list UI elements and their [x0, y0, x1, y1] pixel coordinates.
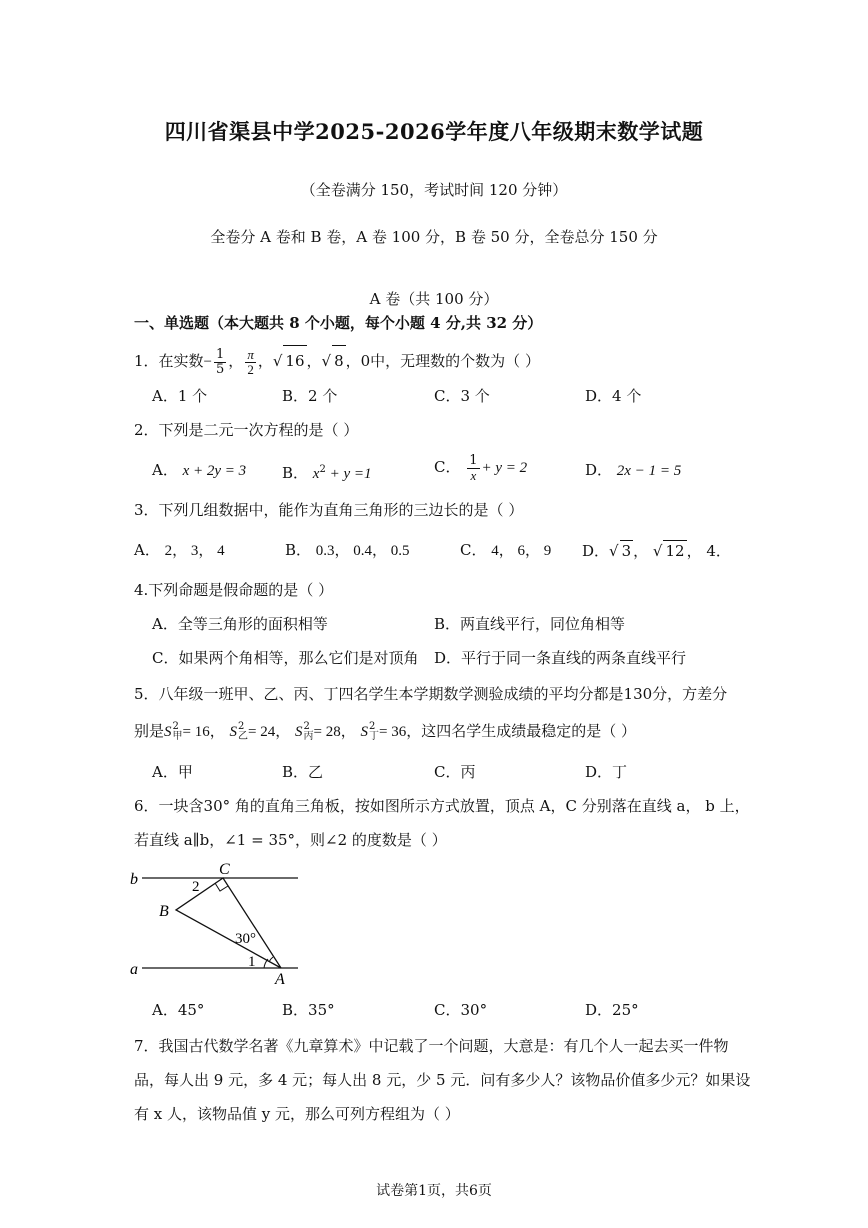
q4-option-a: A．全等三角形的面积相等	[152, 615, 328, 633]
exam-subtitle: （全卷满分 150，考试时间 120 分钟）	[300, 181, 568, 199]
q1-option-c: C．3 个	[434, 387, 490, 405]
question-6-line-2: 若直线 a∥b，∠1 = 35°，则∠2 的度数是（ ）	[134, 831, 447, 849]
label-B: B	[159, 903, 169, 920]
question-1-stem: 1．在实数− $\frac{1}{5}$ ， $\frac{\pi}{2}$ ，√ 16 ，√ 8 ，0中，无理数的个数为（ ）	[134, 346, 540, 377]
q6-option-a: A．45°	[152, 1001, 205, 1019]
q2-option-a: A． x + 2y = 3	[152, 461, 247, 479]
section-a-heading: A 卷（共 100 分）	[369, 290, 499, 308]
q4-option-b: B．两直线平行，同位角相等	[434, 615, 626, 633]
label-angle-1: 1	[248, 954, 256, 970]
label-angle-2: 2	[192, 879, 200, 895]
q6-option-d: D．25°	[585, 1001, 639, 1019]
part1-heading: 一、单选题（本大题共 8 个小题，每个小题 4 分,共 32 分）	[134, 314, 543, 332]
q1-option-b: B．2 个	[282, 387, 338, 405]
q6-option-b: B．35°	[282, 1001, 335, 1019]
label-angle-30: 30°	[235, 931, 256, 947]
q3-option-a: A． 2， 3， 4	[134, 541, 225, 559]
question-5-line-2: 别是S 2 甲 = 16， S 2 乙 = 24， S 2 丙 = 28， S 2 丁 = 36，这四名学生成绩最稳定的是（ ）	[134, 721, 637, 742]
question-7-line-2: 品，每人出 9 元，多 4 元；每人出 8 元，少 5 元．问有多少人？该物品价值多少元？如果设	[134, 1071, 751, 1089]
angle-30-arc	[269, 957, 273, 962]
q4-option-d: D．平行于同一条直线的两条直线平行	[434, 649, 687, 667]
q1-prefix: 1．在实数	[134, 352, 204, 370]
q1-option-d: D．4 个	[585, 387, 642, 405]
page-footer: 试卷第1页，共6页	[376, 1183, 492, 1199]
q1-fraction-1: $\frac{1}{5}$	[216, 346, 225, 377]
question-6-line-1: 6．一块含30° 角的直角三角板，按如图所示方式放置，顶点 A，C 分别落在直线 a， b 上，	[134, 797, 750, 815]
exam-title: 四川省渠县中学2025-2026学年度八年级期末数学试题	[164, 119, 704, 144]
question-3-stem: 3．下列几组数据中，能作为直角三角形的三边长的是（ ）	[134, 501, 524, 519]
q2-option-c: C． $\frac{1}{x}$ + y = 2	[434, 452, 528, 483]
question-7-line-1: 7．我国古代数学名著《九章算术》中记载了一个问题，大意是：有几个人一起去买一件物	[134, 1037, 729, 1055]
q2-option-d: D． 2x − 1 = 5	[585, 461, 682, 479]
question-7-line-3: 有 x 人，该物品值 y 元，那么可列方程组为（ ）	[134, 1105, 460, 1123]
question-4-stem: 4.下列命题是假命题的是（ ）	[134, 581, 334, 599]
right-angle-mark	[215, 883, 228, 891]
label-C: C	[219, 861, 230, 878]
q6-figure	[128, 858, 308, 990]
label-b: b	[130, 871, 138, 888]
q5-option-c: C．丙	[434, 763, 476, 781]
q3-option-d: D．√ 3 ， √ 12 ， 4．	[582, 542, 731, 560]
q4-option-c: C．如果两个角相等，那么它们是对顶角	[152, 649, 419, 667]
label-A: A	[275, 971, 285, 988]
q1-option-a: A．1 个	[152, 387, 208, 405]
q1-suffix: ，0中，无理数的个数为（ ）	[345, 352, 540, 370]
question-2-stem: 2．下列是二元一次方程的是（ ）	[134, 421, 359, 439]
q2-option-b: B． $x^2 + y =1$	[282, 464, 372, 482]
label-a: a	[130, 961, 138, 978]
q1-sqrt-8: 8	[332, 345, 346, 376]
question-5-line-1: 5．八年级一班甲、乙、丙、丁四名学生本学期数学测验成绩的平均分都是130分，方差分	[134, 685, 728, 703]
exam-note: 全卷分 A 卷和 B 卷，A 卷 100 分，B 卷 50 分，全卷总分 150 分	[210, 228, 658, 246]
q1-sqrt-16: 16	[283, 345, 306, 376]
q5-option-b: B．乙	[282, 763, 324, 781]
q5-option-a: A．甲	[152, 763, 193, 781]
q5-option-d: D．丁	[585, 763, 628, 781]
q3-option-c: C． 4， 6， 9	[460, 541, 552, 559]
q6-option-c: C．30°	[434, 1001, 488, 1019]
q3-option-b: B． 0.3， 0.4， 0.5	[285, 541, 410, 559]
q1-fraction-2: $\frac{\pi}{2}$	[247, 346, 254, 377]
